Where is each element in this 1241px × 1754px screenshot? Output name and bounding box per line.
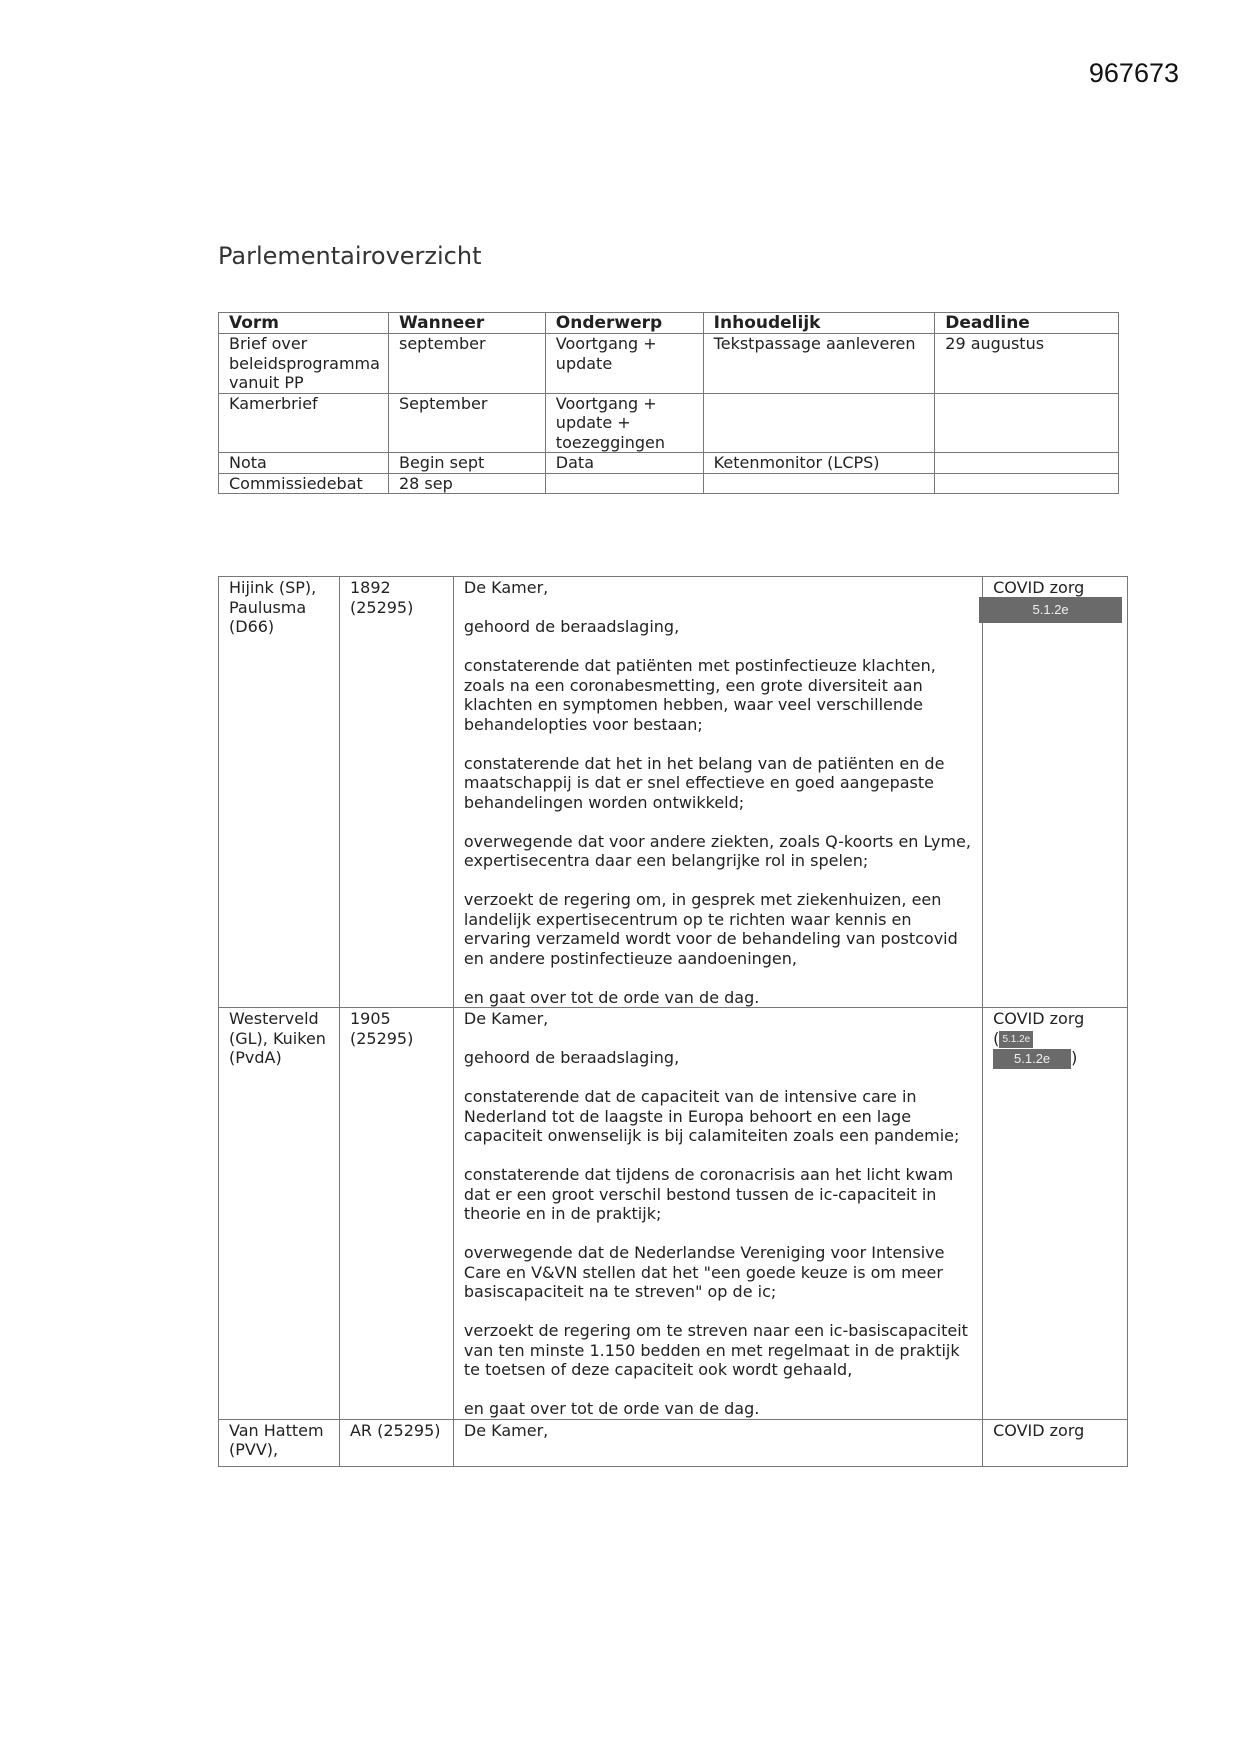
redaction-box: 5.1.2e [979,597,1122,623]
column-header: Wanneer [388,313,545,334]
motion-paragraph: verzoekt de regering om te streven naar een ic-basiscapaciteit van ten minste 1.150 bedden en met regelmaat in de praktijk te toetsen of deze capaciteit ook wordt gehaald, [463,1321,968,1379]
motion-paragraph: constaterende dat patiënten met postinfectieuze klachten, zoals na een coronabesmetting, een grote diversiteit aan klachten en symptomen hebben, waar veel verschillende behandelopties voor bestaan; [463,656,936,734]
motion-tag: COVID zorg [993,1420,1085,1440]
motion-row [219,1008,1128,1420]
motion-paragraph: De Kamer, [463,1009,549,1028]
open-paren: ( [993,1028,1000,1048]
motion-tag-cell [983,577,1128,1008]
column-header: Inhoudelijk [703,313,935,334]
overview-header-row [219,313,1119,334]
table-cell: Commissiedebat [219,473,389,494]
table-cell: Nota [219,453,389,474]
motion-members: Hijink (SP), Paulusma (D66) [219,577,340,1008]
motion-tag: COVID zorg [993,578,1085,597]
motion-tag-cell [983,1008,1128,1420]
table-cell [703,393,935,453]
table-cell: Ketenmonitor (LCPS) [703,453,935,474]
motion-number: 1905 (25295) [339,1008,453,1420]
motion-paragraph: gehoord de beraadslaging, [463,617,680,636]
table-row [219,334,1119,394]
motion-paragraph: verzoekt de regering om, in gesprek met ziekenhuizen, een landelijk expertisecentrum op te richten waar kennis en ervaring verzameld wordt voor de behandeling van postcovid en andere postinfectieuze aandoeningen, [463,890,958,968]
column-header: Deadline [935,313,1119,334]
redaction-box: 5.1.2e [999,1031,1033,1048]
table-cell [935,393,1119,453]
motion-paragraph: constaterende dat de capaciteit van de intensive care in Nederland tot de laagste in Europa behoort en een lage capaciteit onwenselijk is bij calamiteiten zoals een pandemie; [463,1087,960,1145]
motion-text [453,1008,982,1420]
document-id: 967673 [1088,58,1179,88]
table-cell: Begin sept [388,453,545,474]
table-cell: September [388,393,545,453]
motion-members: Westerveld (GL), Kuiken (PvdA) [219,1008,340,1420]
redaction-box: 5.1.2e [993,1049,1071,1069]
motion-row [219,1419,1128,1466]
redaction-line [993,1029,1119,1049]
motion-paragraph: gehoord de beraadslaging, [463,1048,680,1067]
table-cell: Data [545,453,703,474]
table-cell: Tekstpassage aanleveren [703,334,935,394]
table-cell [935,473,1119,494]
motion-paragraph: overwegende dat voor andere ziekten, zoals Q-koorts en Lyme, expertisecentra daar een belangrijke rol in spelen; [463,831,971,870]
motion-number: AR (25295) [339,1419,453,1466]
table-cell: 29 augustus [935,334,1119,394]
motion-tag-cell [983,1419,1128,1466]
motion-paragraph: overwegende dat de Nederlandse Vereniging voor Intensive Care en V&VN stellen dat het "een goede keuze is om meer basiscapaciteit na te streven" op de ic; [463,1243,945,1301]
column-header: Vorm [219,313,389,334]
motion-paragraph: De Kamer, [463,578,549,597]
motion-paragraph: en gaat over tot de orde van de dag. [463,987,760,1007]
table-cell: Voortgang + update + toezeggingen [545,393,703,453]
table-cell: 28 sep [388,473,545,494]
page-title: Parlementairoverzicht [218,242,482,270]
motion-paragraph: De Kamer, [463,1420,549,1440]
motion-row [219,577,1128,1008]
motion-members: Van Hattem (PVV), [219,1419,340,1466]
motion-tag: COVID zorg [993,1009,1085,1028]
motion-number: 1892 (25295) [339,577,453,1008]
table-cell: Voortgang + update [545,334,703,394]
table-row [219,453,1119,474]
table-cell [935,453,1119,474]
motion-paragraph: constaterende dat het in het belang van de patiënten en de maatschappij is dat er snel effectieve en goed aangepaste behandelingen worden ontwikkeld; [463,753,945,812]
motion-paragraph: constaterende dat tijdens de coronacrisis aan het licht kwam dat er een groot verschil bestond tussen de ic-capaciteit in theorie en in de praktijk; [463,1165,954,1223]
column-header: Onderwerp [545,313,703,334]
table-cell: september [388,334,545,394]
table-row [219,473,1119,494]
close-paren: ) [1071,1048,1078,1067]
redaction-line [993,1048,1119,1069]
table-cell [703,473,935,494]
motion-paragraph: en gaat over tot de orde van de dag. [463,1399,760,1418]
table-row [219,393,1119,453]
motion-text [453,1419,982,1466]
table-cell [545,473,703,494]
overview-table [218,312,1119,494]
motions-table [218,576,1128,1467]
table-cell: Brief over beleidsprogramma vanuit PP [219,334,389,394]
table-cell: Kamerbrief [219,393,389,453]
motion-text [453,577,982,1008]
